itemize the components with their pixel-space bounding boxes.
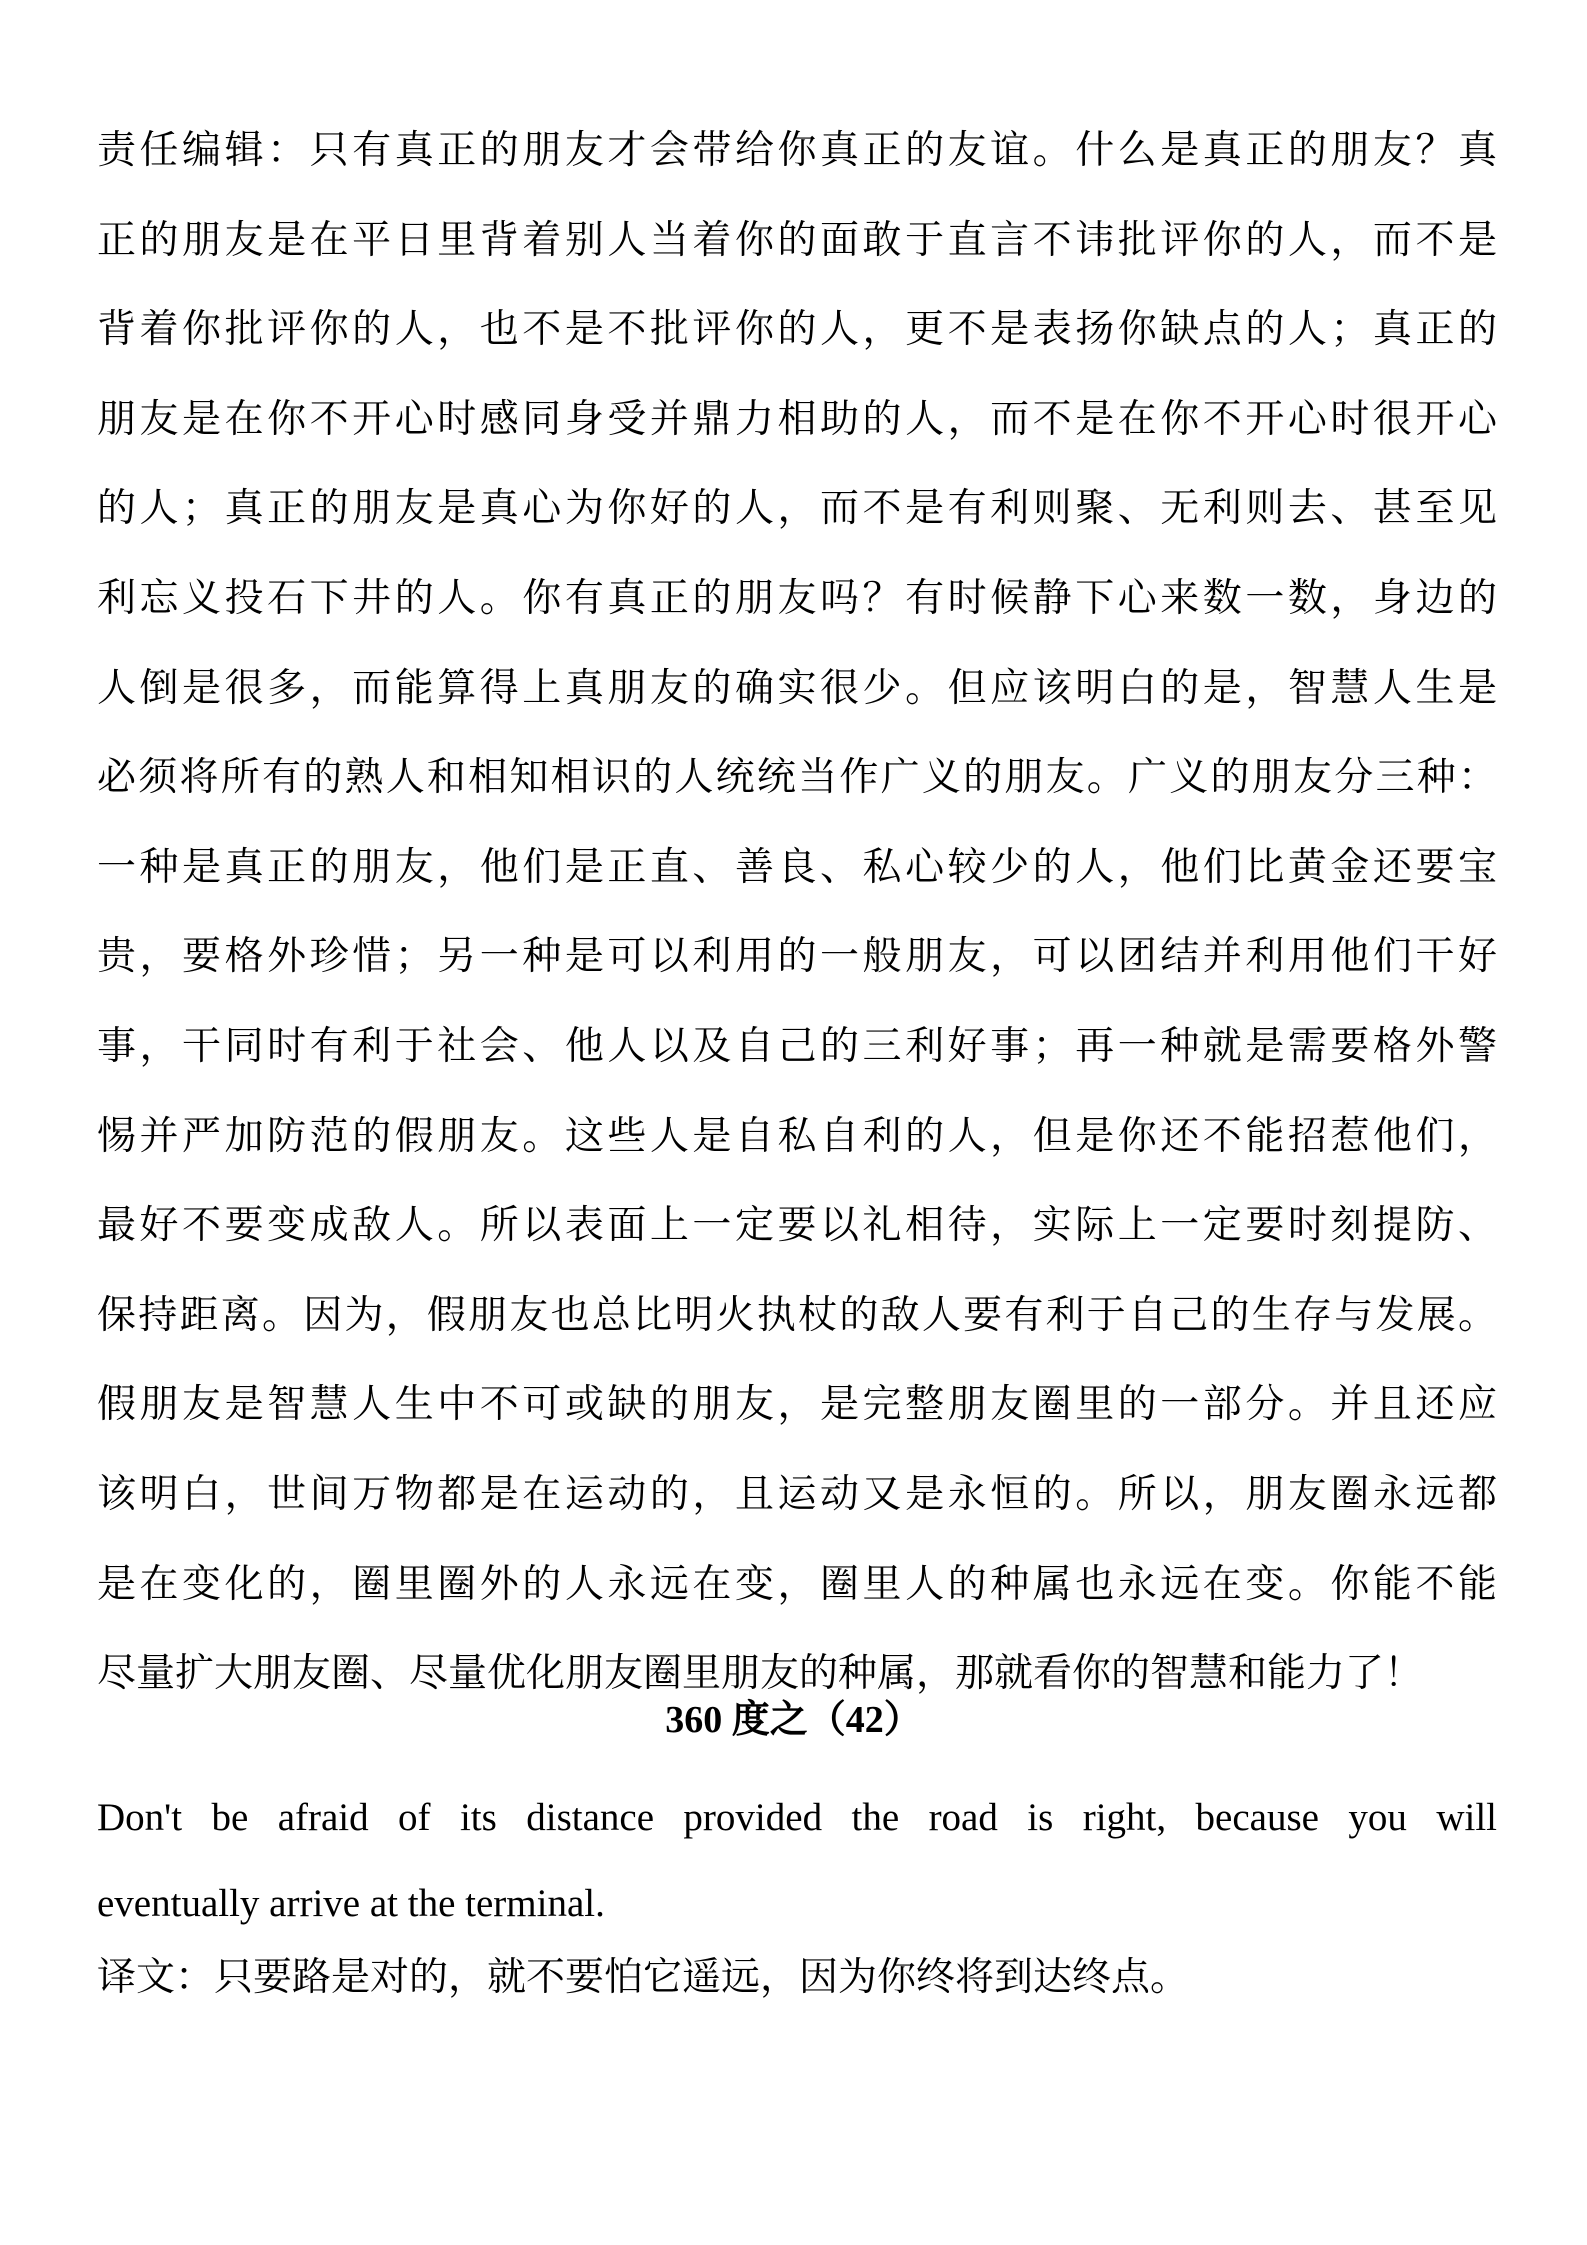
paragraph-line: 惕并严加防范的假朋友。这些人是自私自利的人，但是你还不能招惹他们， bbox=[97, 1113, 1497, 1159]
paragraph-line: 该明白，世间万物都是在运动的，且运动又是永恒的。所以，朋友圈永远都 bbox=[97, 1471, 1497, 1517]
paragraph-line: 责任编辑：只有真正的朋友才会带给你真正的友谊。什么是真正的朋友？真 bbox=[97, 128, 1497, 173]
english-quote-line: Don't be afraid of its distance provided the road is right, because you will bbox=[97, 1796, 1497, 1839]
paragraph-line: 是在变化的，圈里圈外的人永远在变，圈里人的种属也永远在变。你能不能 bbox=[97, 1561, 1497, 1607]
section-title: 360 度之（42） bbox=[665, 1699, 922, 1741]
paragraph-line: 事，干同时有利于社会、他人以及自己的三利好事；再一种就是需要格外警 bbox=[97, 1023, 1497, 1069]
paragraph-line: 人倒是很多，而能算得上真朋友的确实很少。但应该明白的是，智慧人生是 bbox=[97, 665, 1497, 711]
paragraph-line: 最好不要变成敌人。所以表面上一定要以礼相待，实际上一定要时刻提防、 bbox=[97, 1203, 1497, 1249]
paragraph-line: 保持距离。因为，假朋友也总比明火执杖的敌人要有利于自己的生存与发展。 bbox=[97, 1292, 1497, 1338]
paragraph-line: 背着你批评你的人，也不是不批评你的人，更不是表扬你缺点的人；真正的 bbox=[97, 307, 1497, 353]
paragraph-line: 一种是真正的朋友，他们是正直、善良、私心较少的人，他们比黄金还要宝 bbox=[97, 844, 1497, 890]
paragraph-line: 尽量扩大朋友圈、尽量优化朋友圈里朋友的种属，那就看你的智慧和能力了！ bbox=[97, 1651, 1424, 1697]
english-quote bbox=[97, 1775, 1497, 1947]
paragraph-line: 朋友是在你不开心时感同身受并鼎力相助的人，而不是在你不开心时很开心 bbox=[97, 396, 1497, 442]
paragraph-line: 利忘义投石下井的人。你有真正的朋友吗？有时候静下心来数一数，身边的 bbox=[97, 575, 1497, 621]
paragraph-line: 正的朋友是在平日里背着别人当着你的面敢于直言不讳批评你的人，而不是 bbox=[97, 217, 1497, 263]
english-quote-line: eventually arrive at the terminal. bbox=[97, 1882, 605, 1925]
paragraph-line: 贵，要格外珍惜；另一种是可以利用的一般朋友，可以团结并利用他们干好 bbox=[97, 934, 1497, 980]
paragraph-line: 必须将所有的熟人和相知相识的人统统当作广义的朋友。广义的朋友分三种： bbox=[97, 755, 1497, 801]
chinese-translation: 译文：只要路是对的，就不要怕它遥远，因为你终将到达终点。 bbox=[97, 1955, 1190, 2000]
body-paragraph bbox=[97, 106, 1497, 1719]
paragraph-line: 假朋友是智慧人生中不可或缺的朋友，是完整朋友圈里的一部分。并且还应 bbox=[97, 1382, 1497, 1428]
paragraph-line: 的人；真正的朋友是真心为你好的人，而不是有利则聚、无利则去、甚至见 bbox=[97, 486, 1497, 532]
